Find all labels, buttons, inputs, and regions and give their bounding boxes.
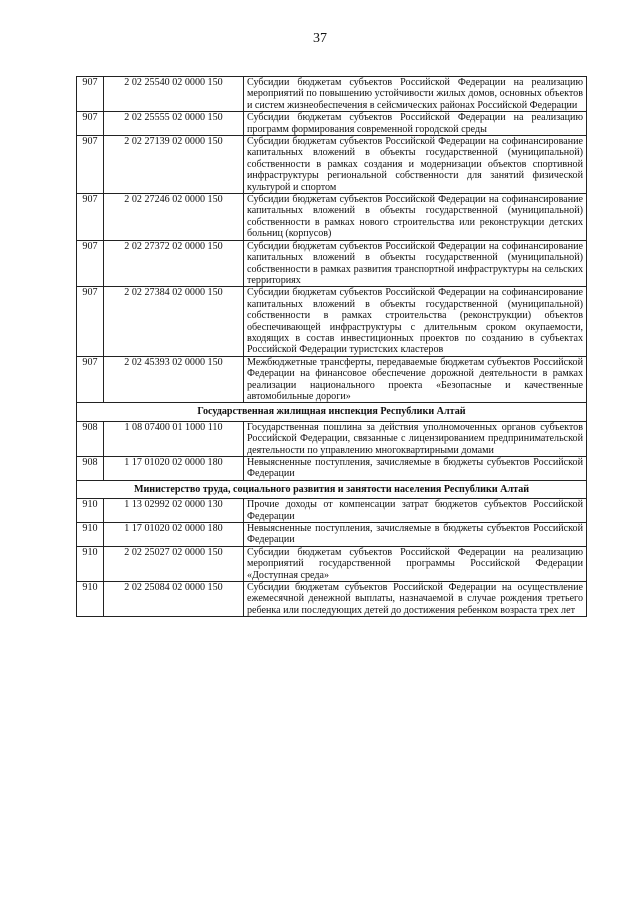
section-title: Министерство труда, социального развития и занятости населения Республики Алтай — [77, 480, 587, 498]
revenue-name-cell: Субсидии бюджетам субъектов Российской Федерации на реализацию мероприятий государственной программы Российской Федерации «Доступная среда» — [244, 546, 587, 581]
section-header-row — [77, 480, 587, 498]
revenue-name-cell: Государственная пошлина за действия уполномоченных органов субъектов Российской Федерации, связанные с лицензированием предпринимательской деятельности по управлению многоквартирными домами — [244, 421, 587, 456]
revenue-name-cell: Невыясненные поступления, зачисляемые в бюджеты субъектов Российской Федерации — [244, 457, 587, 481]
revenue-name-cell: Субсидии бюджетам субъектов Российской Федерации на софинансирование капитальных вложений в объекты государственной (муниципальной) собственности в рамках развития транспортной инфраструктуры на сельских территориях — [244, 240, 587, 287]
table-row — [77, 523, 587, 547]
table-row — [77, 194, 587, 241]
revenue-name-cell: Субсидии бюджетам субъектов Российской Федерации на реализацию программ формирования современной городской среды — [244, 112, 587, 136]
admin-code-cell: 910 — [77, 499, 104, 523]
budget-code-cell: 1 08 07400 01 1000 110 — [104, 421, 244, 456]
table-row — [77, 112, 587, 136]
admin-code-cell: 907 — [77, 240, 104, 287]
table-row — [77, 240, 587, 287]
admin-code-cell: 907 — [77, 356, 104, 403]
revenue-codes-table — [76, 76, 587, 617]
admin-code-cell: 908 — [77, 457, 104, 481]
admin-code-cell: 907 — [77, 112, 104, 136]
table-row — [77, 457, 587, 481]
section-header-row — [77, 403, 587, 421]
budget-code-cell: 2 02 27372 02 0000 150 — [104, 240, 244, 287]
budget-code-cell: 2 02 45393 02 0000 150 — [104, 356, 244, 403]
revenue-name-cell: Субсидии бюджетам субъектов Российской Федерации на софинансирование капитальных вложений в объекты государственной (муниципальной) собственности в рамках нового строительства или реконструкции детских больниц (корпусов) — [244, 194, 587, 241]
revenue-name-cell: Субсидии бюджетам субъектов Российской Федерации на осуществление ежемесячной денежной выплаты, назначаемой в случае рождения третьего ребенка или последующих детей до достижения ребенком возраста трех лет — [244, 582, 587, 617]
revenue-name-cell: Субсидии бюджетам субъектов Российской Федерации на реализацию мероприятий по повышению устойчивости жилых домов, основных объектов и систем жизнеобеспечения в сейсмических районах Российской Федерации — [244, 77, 587, 112]
admin-code-cell: 907 — [77, 287, 104, 356]
budget-code-cell: 2 02 27246 02 0000 150 — [104, 194, 244, 241]
admin-code-cell: 907 — [77, 194, 104, 241]
table-row — [77, 546, 587, 581]
section-title: Государственная жилищная инспекция Республики Алтай — [77, 403, 587, 421]
admin-code-cell: 908 — [77, 421, 104, 456]
budget-code-cell: 2 02 25084 02 0000 150 — [104, 582, 244, 617]
admin-code-cell: 910 — [77, 523, 104, 547]
table-row — [77, 77, 587, 112]
budget-code-cell: 1 13 02992 02 0000 130 — [104, 499, 244, 523]
admin-code-cell: 907 — [77, 136, 104, 194]
budget-code-cell: 2 02 27384 02 0000 150 — [104, 287, 244, 356]
budget-code-cell: 2 02 25540 02 0000 150 — [104, 77, 244, 112]
budget-code-cell: 1 17 01020 02 0000 180 — [104, 523, 244, 547]
budget-code-cell: 2 02 25027 02 0000 150 — [104, 546, 244, 581]
admin-code-cell: 907 — [77, 77, 104, 112]
table-row — [77, 582, 587, 617]
admin-code-cell: 910 — [77, 582, 104, 617]
budget-code-cell: 2 02 27139 02 0000 150 — [104, 136, 244, 194]
table-row — [77, 136, 587, 194]
budget-code-cell: 2 02 25555 02 0000 150 — [104, 112, 244, 136]
admin-code-cell: 910 — [77, 546, 104, 581]
table-row — [77, 287, 587, 356]
table-row — [77, 421, 587, 456]
page-number: 37 — [313, 31, 327, 46]
budget-code-cell: 1 17 01020 02 0000 180 — [104, 457, 244, 481]
revenue-name-cell: Субсидии бюджетам субъектов Российской Федерации на софинансирование капитальных вложений в объекты государственной (муниципальной) собственности в рамках создания и модернизации объектов спортивной инфраструктуры региональной собственности для занятий физической культурой и спортом — [244, 136, 587, 194]
revenue-name-cell: Межбюджетные трансферты, передаваемые бюджетам субъектов Российской Федерации на финансовое обеспечение дорожной деятельности в рамках реализации национального проекта «Безопасные и качественные автомобильные дороги» — [244, 356, 587, 403]
revenue-name-cell: Прочие доходы от компенсации затрат бюджетов субъектов Российской Федерации — [244, 499, 587, 523]
table-row — [77, 499, 587, 523]
table-row — [77, 356, 587, 403]
revenue-name-cell: Субсидии бюджетам субъектов Российской Федерации на софинансирование капитальных вложений в объекты государственной (муниципальной) собственности в рамках строительства (реконструкции) объектов обеспечивающей инфраструктуры с длительным сроком окупаемости, входящих в состав инвестиционных проектов по созданию в субъектах Российской Федерации туристских кластеров — [244, 287, 587, 356]
revenue-name-cell: Невыясненные поступления, зачисляемые в бюджеты субъектов Российской Федерации — [244, 523, 587, 547]
table-body — [77, 77, 587, 617]
